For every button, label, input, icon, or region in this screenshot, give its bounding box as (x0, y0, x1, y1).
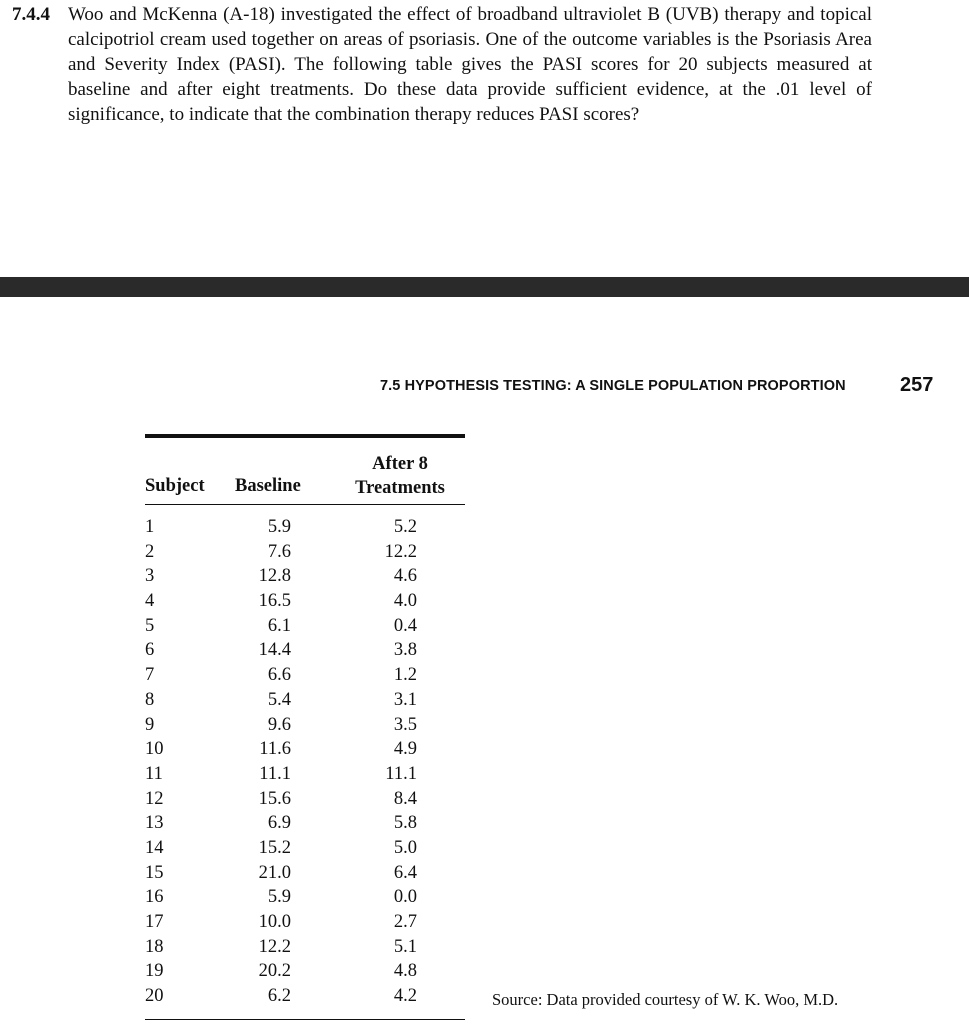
table-row (145, 663, 465, 688)
cell-baseline: 5.9 (267, 887, 291, 908)
cell-after-treatments: 6.4 (393, 862, 417, 883)
cell-baseline: 12.2 (258, 936, 291, 957)
cell-baseline: 11.6 (259, 739, 291, 760)
cell-after-treatments: 4.6 (393, 566, 417, 587)
cell-subject: 15 (145, 862, 164, 883)
cell-after-treatments: 8.4 (393, 788, 417, 809)
cell-baseline: 5.9 (267, 517, 291, 537)
cell-subject: 10 (145, 739, 164, 760)
cell-after-treatments: 4.0 (393, 591, 417, 612)
cell-baseline: 15.2 (258, 837, 291, 858)
table-row (145, 589, 465, 614)
table-header (145, 438, 465, 504)
table-bottom-rule (145, 1019, 465, 1020)
cell-after-treatments: 3.8 (393, 640, 417, 661)
table-row (145, 811, 465, 836)
cell-after-treatments: 1.2 (393, 665, 417, 686)
cell-subject: 5 (145, 615, 155, 636)
cell-baseline: 6.9 (267, 813, 291, 834)
table-row (145, 564, 465, 589)
table-row (145, 984, 465, 1009)
pasi-table (145, 434, 465, 1020)
cell-after-treatments: 0.0 (393, 887, 417, 908)
table-row (145, 737, 465, 762)
cell-after-treatments: 11.1 (385, 763, 417, 784)
cell-subject: 14 (145, 837, 164, 858)
page-number: 257 (900, 374, 934, 396)
cell-baseline: 21.0 (258, 862, 291, 883)
cell-baseline: 14.4 (258, 640, 291, 661)
cell-after-treatments: 5.1 (393, 936, 417, 957)
table-row (145, 688, 465, 713)
problem-text: Woo and McKenna (A-18) investigated the effect of broadband ultraviolet B (UVB) therapy and topical calcipotriol cream used together on areas of psoriasis. One of the outcome variables is the Psoriasis Area and Severity Index (PASI). The following table gives the PASI scores for 20 subjects measured at baseline and after eight treatments. Do these data provide sufficient evidence, at the .01 level of significance, to indicate that the combination therapy reduces PASI scores? (68, 4, 872, 125)
problem-number: 7.4.4 (12, 4, 50, 25)
cell-baseline: 9.6 (267, 714, 291, 735)
table-row (145, 787, 465, 812)
cell-subject: 6 (145, 640, 155, 661)
table-row (145, 762, 465, 787)
cell-after-treatments: 3.5 (393, 714, 417, 735)
column-header-subject: Subject (145, 476, 205, 496)
page-separator-band (0, 277, 969, 297)
cell-baseline: 11.1 (259, 763, 291, 784)
cell-baseline: 6.6 (267, 665, 291, 686)
cell-after-treatments: 4.2 (393, 986, 417, 1007)
cell-baseline: 7.6 (267, 541, 291, 562)
cell-after-treatments: 3.1 (393, 689, 417, 710)
cell-after-treatments: 5.8 (393, 813, 417, 834)
cell-baseline: 10.0 (258, 912, 291, 932)
table-row (145, 885, 465, 910)
cell-subject: 7 (145, 665, 155, 686)
cell-baseline: 5.4 (267, 689, 291, 710)
source-note: Source: Data provided courtesy of W. K. Woo, M.D. (492, 990, 839, 1009)
table-row (145, 910, 465, 935)
column-header-after-line2: Treatments (355, 478, 445, 498)
table-row (145, 836, 465, 861)
table-row (145, 935, 465, 960)
cell-after-treatments: 2.7 (393, 912, 417, 932)
table-row (145, 540, 465, 565)
table-row (145, 614, 465, 639)
cell-subject: 20 (145, 986, 164, 1007)
cell-baseline: 16.5 (258, 591, 291, 612)
cell-subject: 17 (145, 912, 164, 932)
cell-baseline: 15.6 (258, 788, 291, 809)
cell-baseline: 20.2 (258, 961, 291, 982)
cell-subject: 16 (145, 887, 164, 908)
cell-after-treatments: 0.4 (393, 615, 417, 636)
table-row (145, 959, 465, 984)
cell-after-treatments: 5.0 (393, 837, 417, 858)
cell-subject: 3 (145, 566, 155, 587)
cell-subject: 1 (145, 517, 155, 537)
cell-baseline: 6.1 (267, 615, 291, 636)
cell-subject: 9 (145, 714, 155, 735)
table-body (145, 505, 465, 1019)
cell-subject: 2 (145, 541, 155, 562)
exercise-problem (12, 2, 872, 127)
table-row (145, 713, 465, 738)
cell-after-treatments: 4.9 (393, 739, 417, 760)
cell-subject: 13 (145, 813, 164, 834)
cell-after-treatments: 4.8 (393, 961, 417, 982)
cell-subject: 18 (145, 936, 164, 957)
cell-after-treatments: 5.2 (393, 517, 417, 537)
column-header-baseline: Baseline (235, 476, 301, 496)
table-row (145, 861, 465, 886)
cell-subject: 12 (145, 788, 164, 809)
cell-subject: 11 (145, 763, 163, 784)
cell-baseline: 6.2 (267, 986, 291, 1007)
running-head: 7.5 HYPOTHESIS TESTING: A SINGLE POPULATION PROPORTION (380, 378, 846, 394)
cell-after-treatments: 12.2 (384, 541, 417, 562)
cell-baseline: 12.8 (258, 566, 291, 587)
column-header-after-treatments (351, 452, 449, 500)
cell-subject: 19 (145, 961, 164, 982)
table-row (145, 638, 465, 663)
cell-subject: 4 (145, 591, 155, 612)
column-header-after-line1: After 8 (372, 454, 428, 474)
table-row (145, 515, 465, 540)
cell-subject: 8 (145, 689, 155, 710)
